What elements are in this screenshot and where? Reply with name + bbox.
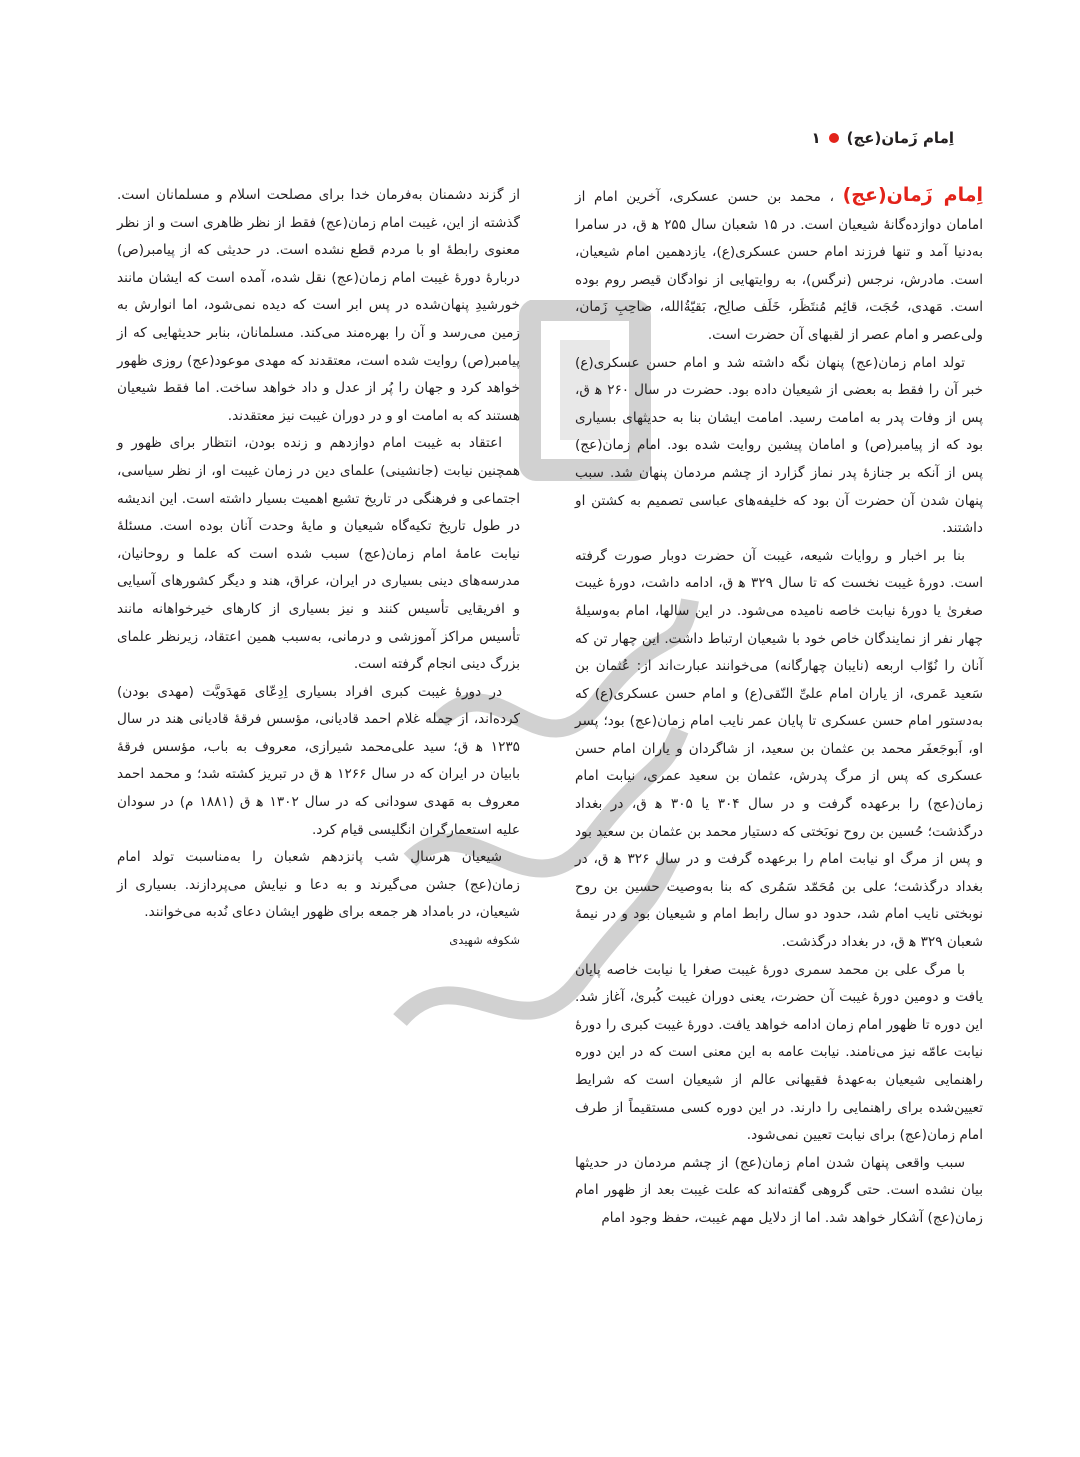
paragraph: اعتقاد به غیبت امام دوازدهم و زنده بودن، انتظار برای ظهور و همچنین نیابت (جانشینی) علمای دین در زمان غیبت او، از نظر سیاسی، اجتماعی و فرهنگی در تاریخ تشیع اهمیت بسیار داشته است. این اندیشه در طول تاریخ تکیه‌گاه شیعیان و مایهٔ وحدت آنان بوده است. مسئلهٔ نیابت عامهٔ امام زمان(عج) سبب شده است که علما و روحانیان، مدرسه‌های دینی بسیاری در ایران، عراق، هند و دیگر کشورهای آسیایی و افریقایی تأسیس کنند و نیز بسیاری از کارهای خیرخواهانه مانند تأسیس مراکز آموزشی و درمانی، به‌سبب همین اعتقاد، زیرنظر علمای بزرگ دینی انجام گرفته است. bbox=[117, 435, 520, 673]
entry-title: اِمام زَمان(عج) bbox=[842, 184, 983, 206]
paragraph: سبب واقعی پنهان شدن امام زمان(عج) از چشم مردمان در حدیثها بیان نشده است. حتی گروهی گفته‌اند که علت غیبت بعد از ظهور امام زمان(عج) آشکار خواهد شد. اما از دلایل مهم غیبت، حفظ وجود امام bbox=[575, 1154, 983, 1226]
bullet-dot-icon bbox=[829, 133, 839, 143]
paragraph: شیعیان هرسال شب پانزدهم شعبان را به‌مناسبت تولد امام زمان(عج) جشن می‌گیرند و به دعا و نیایش می‌پردازند. بسیاری از شیعیان، در بامداد هر جمعه برای ظهور ایشان دعای نُدبه می‌خوانند. bbox=[117, 849, 520, 921]
paragraph: تولد امام زمان(عج) پنهان نگه داشته شد و امام حسن عسکری(ع) خبر آن را فقط به بعضی از شیعیان داده بود. حضرت در سال ۲۶۰ ه‍ ق، پس از وفات پدر به امامت رسید. امامت ایشان بنا به حدیثهای بسیاری بود که از پیامبر(ص) و امامان پیشین روایت شده بود. امام زمان(عج) پس از آنکه بر جنازهٔ پدر نماز گزارد از چشم مردمان پنهان شد. سبب پنهان شدن آن حضرت آن بود که خلیفه‌های عباسی تصمیم به کشتن او داشتند. bbox=[575, 354, 983, 537]
paragraph: بنا بر اخبار و روایات شیعه، غیبت آن حضرت دوبار صورت گرفته است. دورهٔ غیبت نخست که تا سال ۳۲۹ ه‍ ق، ادامه داشت، دورهٔ غیبت صغریٰ یا دورهٔ نیابت خاصه نامیده می‌شود. در این سالها، امام به‌وسیلهٔ چهار نفر از نمایندگان خاص خود با شیعیان ارتباط داشت. این چهار تن که آنان را نُوّاب اربعه (نایبان چهارگانه) می‌خوانند عبارت‌اند از: عُثمان بن سَعید عَمری، از یاران امام علیِّ النّقی(ع) و امام حسن عسکری(ع) که به‌دستور امام حسن عسکری تا پایان عمر نایب امام زمان(عج) بود؛ پسر او، اَبوجَعفَر محمد بن عثمان بن سعید، از شاگردان و یاران امام حسن عسکری که پس از مرگ پدرش، عثمان بن سعید عمری، نیابت امام زمان(عج) را برعهده گرفت و در سال ۳۰۴ یا ۳۰۵ ه‍ ق، در بغداد درگذشت؛ حُسین بن روح نوبَختی که دستیار محمد بن عثمان بن سعید بود و پس از مرگ او نیابت امام را برعهده گرفت و در سال ۳۲۶ ه‍ ق، در بغداد درگذشت؛ علی بن مُحَمّد سَمُری که بنا به‌وصیت حسین بن روح نوبختی نایب امام شد، حدود دو سال رابط امام و شیعیان بود و در نیمهٔ شعبان ۳۲۹ ه‍ ق، در بغداد درگذشت. bbox=[575, 547, 984, 951]
paragraph: با مرگ علی بن محمد سمری دورهٔ غیبت صغرا یا نیابت خاصه پایان یافت و دومین دورهٔ غیبت آن حضرت، یعنی دوران غیبت کُبریٰ، آغاز شد. این دوره تا ظهور امام زمان ادامه خواهد یافت. دورهٔ غیبت کبری را دورهٔ نیابت عامّه نیز می‌نامند. نیابت عامه به این معنی است که در این دوره راهنمایی شیعیان به‌عهدهٔ فقیهانی عالم از شیعیان است که شرایط تعیین‌شده برای راهنمایی را دارند. در این دوره کسی مستقیماً از طرف امام زمان(عج) برای نیابت تعیین نمی‌شود. bbox=[575, 961, 983, 1144]
page-number: ١ bbox=[811, 129, 821, 147]
paragraph bbox=[575, 182, 983, 350]
paragraph: در دورهٔ غیبت کبری افراد بسیاری اِدِعّای مَهدَویَّت (مهدی بودن) کرده‌اند، از جمله غلام احمد قادیانی، مؤسس فرقهٔ قادیانی هند در سال ۱۲۳۵ ه‍ ق؛ سید علی‌محمد شیرازی، معروف به باب، مؤسس فرقهٔ بابیان در ایران که در سال ۱۲۶۶ ه‍ ق در تبریز کشته شد؛ و محمد احمد معروف به مَهدی سودانی که در سال ۱۳۰۲ ه‍ ق (۱۸۸۱ م) در سودان علیه استعمارگران انگلیسی قیام کرد. bbox=[117, 683, 520, 838]
page-header bbox=[126, 124, 954, 152]
author-name: شکوفه شهیدی bbox=[449, 933, 520, 948]
right-column bbox=[575, 182, 983, 1233]
left-column bbox=[117, 182, 520, 955]
paragraph-text: ، محمد بن حسن عسکری، آخرین امام از امامان دوازده‌گانهٔ شیعیان است. در ۱۵ شعبان سال ۲۵۵ ه‍ ق، در سامرا به‌دنیا آمد و تنها فرزند امام حسن عسکری(ع)، یازدهمین امام شیعیان، است. مادرش، نرجس (نرگس)، به روایتهایی از نوادگان قیصر روم بوده است. مَهدی، حُجَت، قائِم مُنتَظَر، خَلَف صالِح، بَقیّةُالله، صاحِبِ زَمان، ولی‌عصر و امام عصر از لقبهای آن حضرت است. bbox=[575, 189, 983, 343]
page-title: اِمام زَمان(عج) bbox=[846, 129, 954, 147]
paragraph: از گزند دشمنان به‌فرمان خدا برای مصلحت اسلام و مسلمانان است. گذشته از این، غیبت امام زمان(عج) فقط از نظر ظاهری است و از نظر معنوی رابطهٔ او با مردم قطع نشده است. در حدیثی که از پیامبر(ص) دربارهٔ دورهٔ غیبت امام زمان(عج) نقل شده، آمده است که ایشان مانند خورشیدِ پنهان‌شده در پس ابر است که دیده نمی‌شود، اما انوارش به زمین می‌رسد و آن را بهره‌مند می‌کند. مسلمانان، بنابر حدیثهایی که از پیامبر(ص) روایت شده است، معتقدند که مهدی موعود(عج) روزی ظهور خواهد کرد و جهان را پُر از عدل و داد خواهد ساخت. اما فقط شیعیان هستند که به امامت او و در دوران غیبت نیز معتقدند. bbox=[117, 187, 520, 424]
